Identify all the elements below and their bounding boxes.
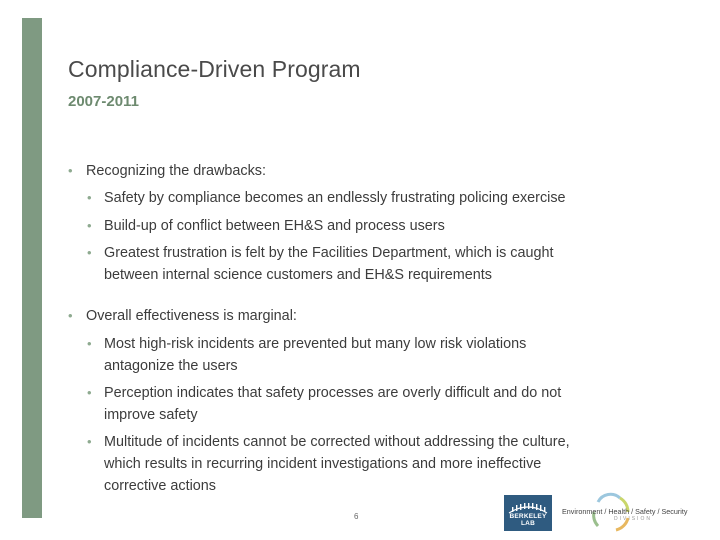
bullet-dot-icon: • <box>87 336 92 351</box>
sub-bullet-item <box>104 242 664 286</box>
sub-bullet-line: Multitude of incidents cannot be corrected without addressing the culture, <box>104 434 570 450</box>
sub-bullet-line: improve safety <box>104 407 198 423</box>
slide-subtitle: 2007-2011 <box>68 93 139 110</box>
bullet-item: Overall effectiveness is marginal: <box>86 308 297 324</box>
accent-side-bar <box>22 18 42 518</box>
sub-bullet-line: antagonize the users <box>104 358 238 374</box>
sub-bullet-line: between internal science customers and EH&S requirements <box>104 267 492 283</box>
sub-bullet-item <box>104 382 664 426</box>
bullet-dot-icon: • <box>68 163 73 178</box>
bullet-dot-icon: • <box>87 218 92 233</box>
ehs-division-text: Environment / Health / Safety / Security <box>562 507 688 516</box>
berkeley-lab-logo <box>504 495 552 531</box>
slide-title: Compliance-Driven Program <box>68 56 361 82</box>
sub-bullet-line: which results in recurring incident investigations and more ineffective <box>104 456 542 472</box>
sub-bullet-line: Build-up of conflict between EH&S and process users <box>104 218 445 234</box>
sub-bullet-line: Safety by compliance becomes an endlessly frustrating policing exercise <box>104 190 566 206</box>
page-number: 6 <box>354 512 359 521</box>
bullet-dot-icon: • <box>87 245 92 260</box>
bullet-dot-icon: • <box>87 190 92 205</box>
sub-bullet-item <box>104 215 664 237</box>
sub-bullet-line: Perception indicates that safety processes are overly difficult and do not <box>104 385 562 401</box>
bullet-dot-icon: • <box>68 308 73 323</box>
bullet-dot-icon: • <box>87 434 92 449</box>
bullet-dot-icon: • <box>87 385 92 400</box>
sub-bullet-item <box>104 431 664 497</box>
sub-bullet-line: Greatest frustration is felt by the Facilities Department, which is caught <box>104 245 554 261</box>
bullet-item: Recognizing the drawbacks: <box>86 163 266 179</box>
sub-bullet-item <box>104 187 664 209</box>
sub-bullet-line: Most high-risk incidents are prevented but many low risk violations <box>104 336 527 352</box>
sub-bullet-line: corrective actions <box>104 478 216 494</box>
ehs-division-subtext: DIVISION <box>614 516 652 522</box>
berkeley-lab-text: BERKELEY LAB <box>509 513 547 527</box>
sub-bullet-item <box>104 333 664 377</box>
